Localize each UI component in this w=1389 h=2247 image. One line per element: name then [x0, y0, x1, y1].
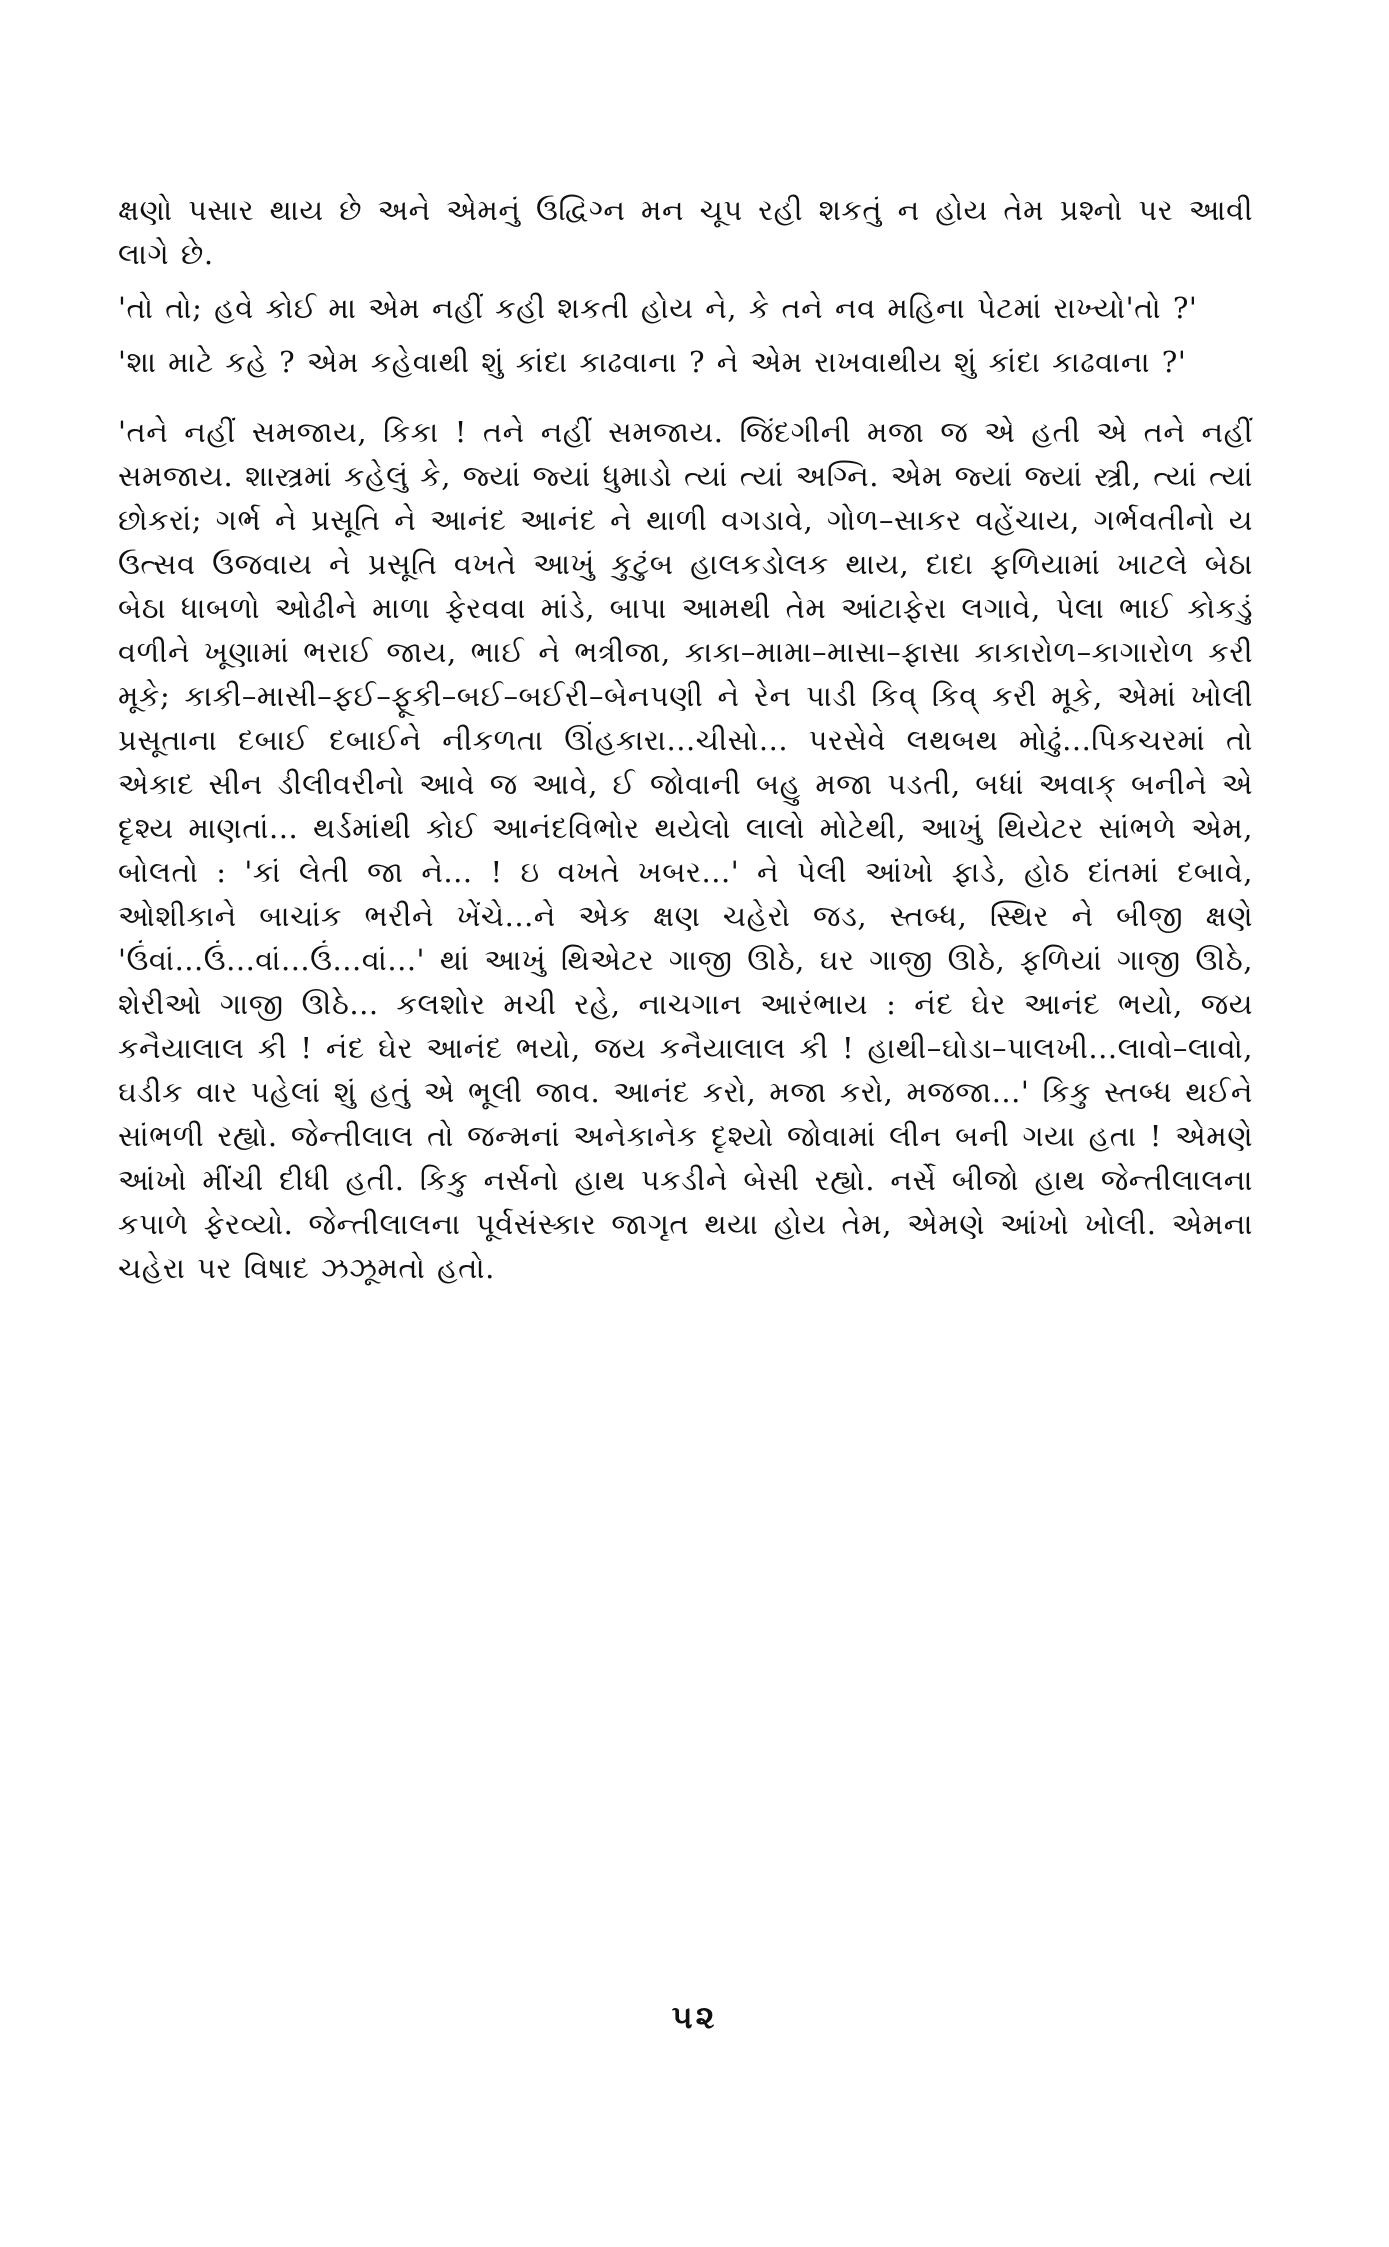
page-body: [118, 188, 1253, 1290]
page-number: ૫૨: [671, 1998, 718, 2036]
paragraph-4: 'તને નહીં સમજાય, કિકા ! તને નહીં સમજાય. જિંદગીની મજા જ એ હતી એ તને નહીં સમજાય. શાસ્ત્રમાં કહેલું કે, જ્યાં જ્યાં ધુમાડો ત્યાં ત્યાં અગ્નિ. એમ જ્યાં જ્યાં સ્ત્રી, ત્યાં ત્યાં છોકરાં; ગર્ભ ને પ્રસૂતિ ને આનંદ આનંદ ને થાળી વગડાવે, ગોળ–સાકર વહેંચાય, ગર્ભવતીનો ય ઉત્સવ ઉજવાય ને પ્રસૂતિ વખતે આખું કુટુંબ હાલકડોલક થાય, દાદા ફળિયામાં ખાટલે બેઠા બેઠા ધાબળો ઓઢીને માળા ફેરવવા માંડે, બાપા આમથી તેમ આંટાફેરા લગાવે, પેલા ભાઈ કોકડું વળીને ખૂણામાં ભરાઈ જાય, ભાઈ ને ભત્રીજા, કાકા–મામા–માસા–ફાસા કાકારોળ–કાગારોળ કરી મૂકે; કાકી–માસી–ફઈ–ફૂકી–બઈ–બઈરી–બેનપણી ને રેન પાડી કિવ્ કિવ્ કરી મૂકે, એમાં ખોલી પ્રસૂતાના દબાઈ દબાઈને નીકળતા ઊંહકારા...ચીસો... પરસેવે લથબથ મોઢું...પિકચરમાં તો એકાદ સીન ડીલીવરીનો આવે જ આવે, ઈ જોવાની બહુ મજા પડતી, બધાં અવાક્ બનીને એ દૃશ્ય માણતાં... થર્ડમાંથી કોઈ આનંદવિભોર થયેલો લાલો મોટેથી, આખું થિયેટર સાંભળે એમ, બોલતો : 'કાં લેતી જા ને... ! ઇ વખતે ખબર...' ને પેલી આંખો ફાડે, હોઠ દાંતમાં દબાવે, ઓશીકાને બાચાંક ભરીને ખેંચે...ને એક ક્ષણ ચહેરો જડ, સ્તબ્ધ, સ્થિર ને બીજી ક્ષણે 'ઉંવાં...ઉં...વાં...ઉં...વાં...' થાં આખું થિએટર ગાજી ઊઠે, ઘર ગાજી ઊઠે, ફળિયાં ગાજી ઊઠે, શેરીઓ ગાજી ઊઠે... કલશોર મચી રહે, નાચગાન આરંભાય : નંદ ઘેર આનંદ ભયો, જય કનૈયાલાલ કી ! નંદ ઘેર આનંદ ભયો, જય કનૈયાલાલ કી ! હાથી–ઘોડા–પાલખી...લાવો–લાવો, ઘડીક વાર પહેલાં શું હતું એ ભૂલી જાવ. આનંદ કરો, મજા કરો, મજજા...' કિકુ સ્તબ્ધ થઈને સાંભળી રહ્યો. જેન્તીલાલ તો જન્મનાં અનેકાનેક દૃશ્યો જોવામાં લીન બની ગયા હતા ! એમણે આંખો મીંચી દીધી હતી. કિકુ નર્સનો હાથ પકડીને બેસી રહ્યો. નર્સે બીજો હાથ જેન્તીલાલના કપાળે ફેરવ્યો. જેન્તીલાલના પૂર્વસંસ્કાર જાગૃત થયા હોય તેમ, એમણે આંખો ખોલી. એમના ચહેરા પર વિષાદ ઝઝૂમતો હતો.: [118, 415, 1253, 1285]
paragraph-2: 'તો તો; હવે કોઈ મા એમ નહીં કહી શકતી હોય ને, કે તને નવ મહિના પેટમાં રાખ્યો'તો ?': [118, 291, 1198, 325]
paragraph-3: 'શા માટે કહે ? એમ કહેવાથી શું કાંદા કાઢવાના ? ને એમ રાખવાથીય શું કાંદા કાઢવાના ?': [118, 345, 1187, 379]
paragraph-1: ક્ષણો પસાર થાય છે અને એમનું ઉદ્વિગ્ન મન ચૂપ રહી શકતું ન હોય તેમ પ્રશ્નો પર આવી લાગે છે.: [118, 193, 1253, 271]
